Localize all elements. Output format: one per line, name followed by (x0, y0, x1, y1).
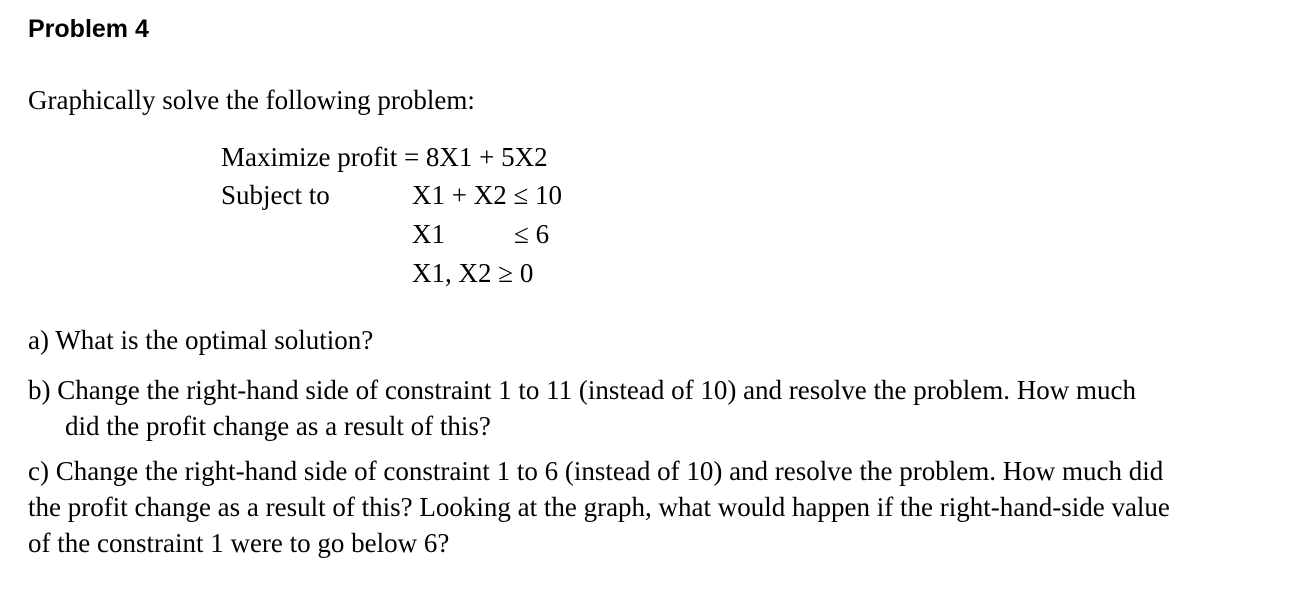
question-a: a) What is the optimal solution? (28, 325, 374, 355)
problem-intro: Graphically solve the following problem: (28, 85, 475, 115)
constraint-1: X1 + X2 ≤ 10 (412, 180, 563, 210)
problem-heading: Problem 4 (28, 15, 149, 43)
objective-function: Maximize profit = 8X1 + 5X2 (221, 142, 548, 172)
question-c-line-3: of the constraint 1 were to go below 6? (28, 528, 450, 558)
question-b-line-2: did the profit change as a result of this? (65, 411, 491, 441)
question-c (28, 453, 1278, 561)
subject-to-label: Subject to (221, 180, 330, 210)
question-c-line-2: the profit change as a result of this? Looking at the graph, what would happen if the right-hand-side value (28, 492, 1170, 522)
constraint-2-rhs: ≤ 6 (514, 219, 550, 249)
nonnegativity-constraint: X1, X2 ≥ 0 (412, 258, 534, 288)
constraint-2-lhs: X1 (412, 219, 445, 249)
question-b-line-1: b) Change the right-hand side of constraint 1 to 11 (instead of 10) and resolve the problem. How much (28, 375, 1136, 405)
question-c-line-1: c) Change the right-hand side of constraint 1 to 6 (instead of 10) and resolve the problem. How much did (28, 456, 1164, 486)
question-b (28, 372, 1268, 444)
